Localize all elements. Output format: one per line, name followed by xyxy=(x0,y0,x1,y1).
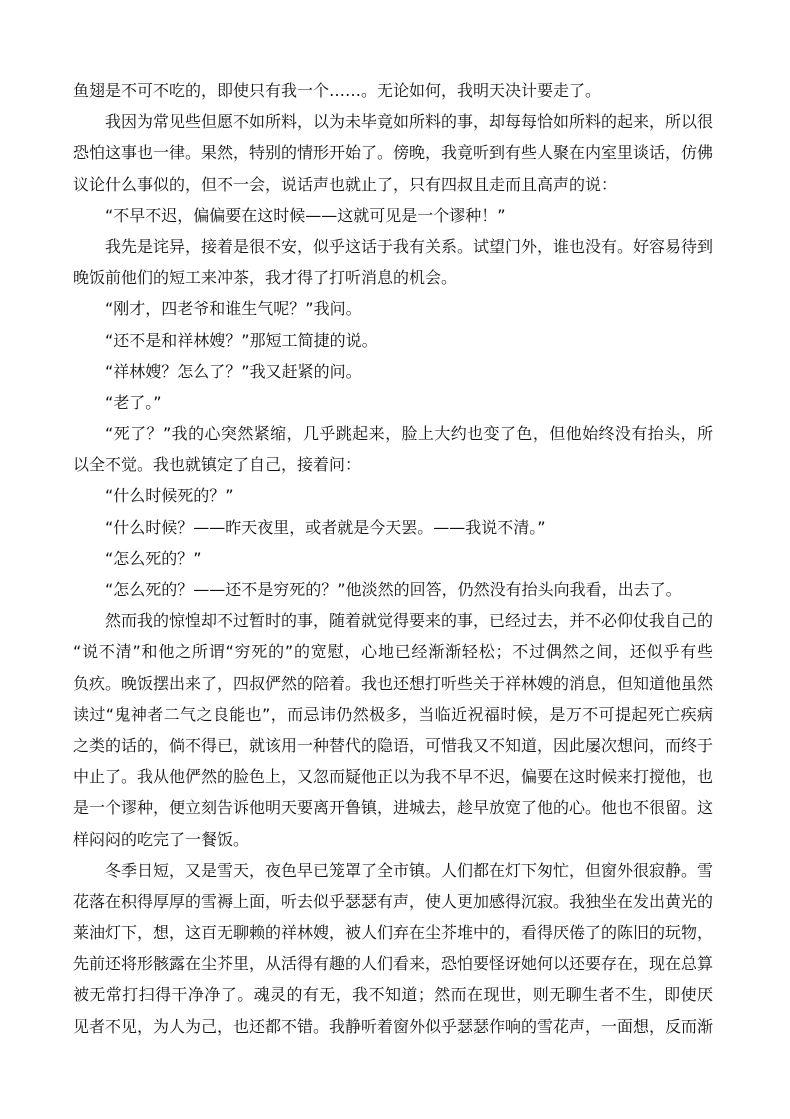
text-line: 负疚。晚饭摆出来了，四叔俨然的陪着。我也还想打听些关于祥林嫂的消息，但知道他虽然 xyxy=(73,673,713,693)
document-page xyxy=(73,75,713,1042)
text-line: 样闷闷的吃完了一餐饭。 xyxy=(73,829,250,849)
text-line: 是一个谬种，便立刻告诉他明天要离开鲁镇，进城去，趁早放宽了他的心。他也不很留。这 xyxy=(73,798,713,818)
text-line: “什么时候死的？” xyxy=(105,486,234,506)
text-line: “不早不迟，偏偏要在这时候——这就可见是一个谬种！” xyxy=(105,205,506,225)
text-line: 晚饭前他们的短工来冲茶，我才得了打听消息的机会。 xyxy=(73,268,458,288)
text-line: 先前还将形骸露在尘芥里，从活得有趣的人们看来，恐怕要怪讶她何以还要存在，现在总算 xyxy=(73,954,713,974)
text-line: 我因为常见些但愿不如所料，以为未毕竟如所料的事，却每每恰如所料的起来，所以很 xyxy=(105,112,713,132)
text-line: “还不是和祥林嫂？”那短工简捷的说。 xyxy=(105,330,378,350)
text-line: 之类的话的，倘不得已，就该用一种替代的隐语，可惜我又不知道，因此屡次想问，而终于 xyxy=(73,735,713,755)
text-line: 莱油灯下，想，这百无聊赖的祥林嫂，被人们弃在尘芥堆中的，看得厌倦了的陈旧的玩物， xyxy=(73,923,713,943)
text-line: “说不清”和他之所谓“穷死的”的宽慰，心地已经渐渐轻松；不过偶然之间，还似乎有些 xyxy=(73,642,713,662)
text-line: “祥林嫂？怎么了？”我又赶紧的问。 xyxy=(105,361,362,381)
text-line: 然而我的惊惶却不过暂时的事，随着就觉得要来的事，已经过去，并不必仰仗我自己的 xyxy=(105,611,713,631)
text-line: 我先是诧异，接着是很不安，似乎这话于我有关系。试望门外，谁也没有。好容易待到 xyxy=(105,236,713,256)
text-line: “刚才，四老爷和谁生气呢？”我问。 xyxy=(105,299,362,319)
text-line: 读过“鬼神者二气之良能也”，而忌讳仍然极多，当临近祝福时候，是万不可提起死亡疾病 xyxy=(73,704,713,724)
text-line: 议论什么事似的，但不一会，说话声也就止了，只有四叔且走而且高声的说： xyxy=(73,174,618,194)
text-line: 被无常打扫得干净净了。魂灵的有无，我不知道；然而在现世，则无聊生者不生，即使厌 xyxy=(73,985,713,1005)
text-line: 花落在积得厚厚的雪褥上面，听去似乎瑟瑟有声，使人更加感得沉寂。我独坐在发出黄光的 xyxy=(73,891,713,911)
text-line: 见者不见，为人为己，也还都不错。我静听着窗外似乎瑟瑟作响的雪花声，一面想，反而渐 xyxy=(73,1016,713,1036)
text-line: 恐怕这事也一律。果然，特别的情形开始了。傍晚，我竟听到有些人聚在内室里谈话，仿佛 xyxy=(73,143,713,163)
text-line: “怎么死的？——还不是穷死的？”他淡然的回答，仍然没有抬头向我看，出去了。 xyxy=(105,580,682,599)
text-line: 以全不觉。我也就镇定了自己，接着问： xyxy=(73,455,362,475)
text-line: 冬季日短，又是雪天，夜色早已笼罩了全市镇。人们都在灯下匆忙，但窗外很寂静。雪 xyxy=(105,860,713,880)
text-line: 中止了。我从他俨然的脸色上，又忽而疑他正以为我不早不迟，偏要在这时候来打搅他，也 xyxy=(73,767,713,787)
text-line: “什么时候？——昨天夜里，或者就是今天罢。——我说不清。” xyxy=(105,517,546,537)
text-line: “老了。” xyxy=(105,392,162,412)
text-line: “死了？”我的心突然紧缩，几乎跳起来，脸上大约也变了色，但他始终没有抬头，所 xyxy=(105,424,713,444)
text-line: 鱼翅是不可不吃的，即使只有我一个……。无论如何，我明天决计要走了。 xyxy=(73,81,602,100)
text-line: “怎么死的？” xyxy=(105,548,202,568)
